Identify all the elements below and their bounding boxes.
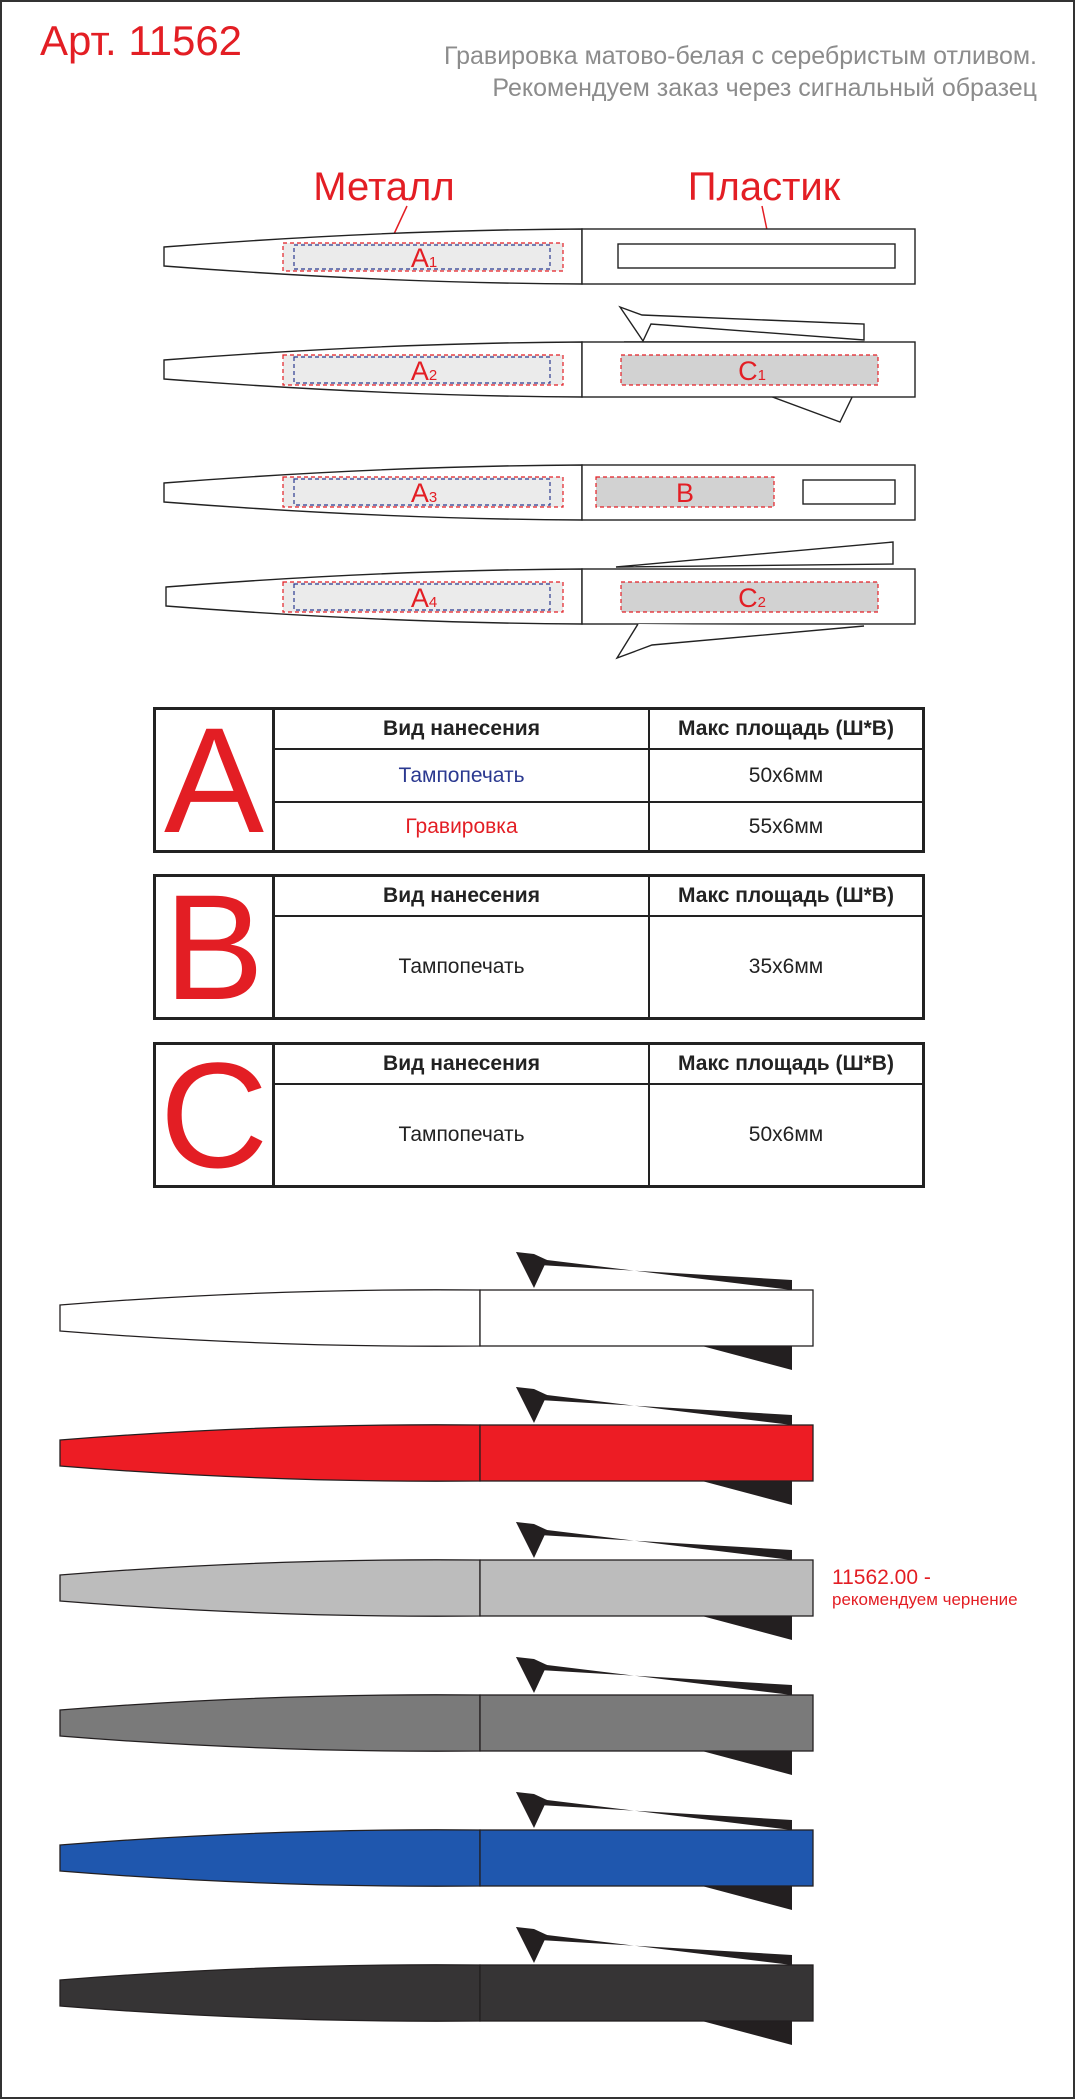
zone-label-c1: C1	[738, 356, 766, 386]
table-zone-c	[153, 1031, 925, 1199]
clip-top	[516, 1522, 792, 1560]
zone-label-a4: A4	[410, 583, 438, 613]
table-letter-b: B	[156, 877, 275, 1017]
clip-outline	[616, 542, 893, 567]
pen-variant-6	[60, 1927, 813, 2045]
method-cell: Тампопечать	[275, 750, 650, 801]
table-zone-b	[153, 863, 925, 1031]
clip-top	[516, 1387, 792, 1425]
table-header-row	[275, 710, 922, 750]
print-zones-diagram	[2, 2, 1075, 682]
pen-plastic-part	[480, 1425, 813, 1481]
pen-outline-2	[164, 307, 915, 422]
header-area: Макс площадь (Ш*В)	[678, 717, 894, 740]
note-line-1: Гравировка матово-белая с серебристым отливом.	[443, 42, 1037, 70]
clip-bottom	[702, 1481, 792, 1505]
table-row	[275, 750, 922, 803]
zone-label-a1: A1	[410, 243, 438, 273]
table-header-row	[275, 1045, 922, 1085]
method-cell: Гравировка	[275, 803, 650, 850]
color-variants	[2, 1232, 1075, 2062]
clip-bottom	[702, 1346, 792, 1370]
clip-top	[516, 1927, 792, 1965]
method-cell: Тампопечать	[275, 1085, 650, 1185]
pen-variant-5	[60, 1792, 813, 1910]
metal-label: Металл	[313, 165, 455, 209]
plastic-leader-line	[762, 206, 767, 230]
area-cell: 50х6мм	[748, 763, 824, 787]
area-cell: 35х6мм	[748, 955, 824, 978]
table-row	[275, 803, 922, 850]
metal-leader-line	[394, 206, 407, 234]
table-letter-c: C	[156, 1045, 275, 1185]
zone-label-c2: C2	[738, 583, 766, 613]
clip-top-outline	[620, 307, 864, 341]
pen-variant-3	[60, 1522, 813, 1640]
zone-label-a3: A3	[410, 478, 438, 508]
pen-metal-part	[60, 1290, 480, 1346]
clip-top	[516, 1252, 792, 1290]
pen-plastic-part	[480, 1290, 813, 1346]
table-letter-a: A	[156, 710, 275, 850]
pen-outline-3	[164, 465, 915, 520]
pen-plastic-part	[480, 1695, 813, 1751]
header-area: Макс площадь (Ш*В)	[678, 1052, 894, 1075]
pen-metal-part	[60, 1560, 480, 1616]
clip-bottom	[702, 2021, 792, 2045]
area-cell: 50х6мм	[748, 1123, 824, 1146]
note-line-2: Рекомендуем заказ через сигнальный образец	[492, 74, 1037, 102]
pen-metal-part	[60, 1425, 480, 1481]
recommendation-note	[832, 1565, 1018, 1611]
pen-metal-part	[60, 1830, 480, 1886]
area-cell: 55х6мм	[748, 814, 824, 838]
pen-plastic-part	[480, 1965, 813, 2021]
pen-variant-4	[60, 1657, 813, 1775]
pen-metal-part	[60, 1965, 480, 2021]
clip-bottom-outline	[617, 624, 864, 658]
plastic-window	[618, 244, 895, 268]
pen-outline-4	[166, 542, 915, 658]
pen-variant-1	[60, 1252, 813, 1370]
pen-plastic-part	[480, 1560, 813, 1616]
pen-plastic-part	[480, 1830, 813, 1886]
zone-label-a2: A2	[410, 356, 438, 386]
clip-top	[516, 1792, 792, 1830]
clip-bottom	[702, 1886, 792, 1910]
clip-bottom	[702, 1616, 792, 1640]
plastic-window-small	[803, 480, 895, 504]
header-method: Вид нанесения	[275, 1045, 650, 1083]
header-method: Вид нанесения	[275, 877, 650, 915]
table-zone-a	[153, 696, 925, 864]
table-row	[275, 1085, 922, 1185]
clip-bottom	[702, 1751, 792, 1775]
pen-variant-2	[60, 1387, 813, 1505]
table-header-row	[275, 877, 922, 917]
pen-metal-part	[60, 1695, 480, 1751]
article-title: Арт. 11562	[40, 17, 243, 64]
clip-top	[516, 1657, 792, 1695]
recommend-code: 11562.00 -	[832, 1566, 931, 1589]
header-method: Вид нанесения	[275, 710, 650, 748]
plastic-label: Пластик	[687, 165, 841, 209]
header-area: Макс площадь (Ш*В)	[678, 884, 894, 907]
table-row	[275, 917, 922, 1017]
method-cell: Тампопечать	[275, 917, 650, 1017]
zone-label-b: B	[675, 478, 695, 508]
pen-outline-1	[164, 229, 915, 284]
recommend-text: рекомендуем чернение	[832, 1590, 1018, 1610]
